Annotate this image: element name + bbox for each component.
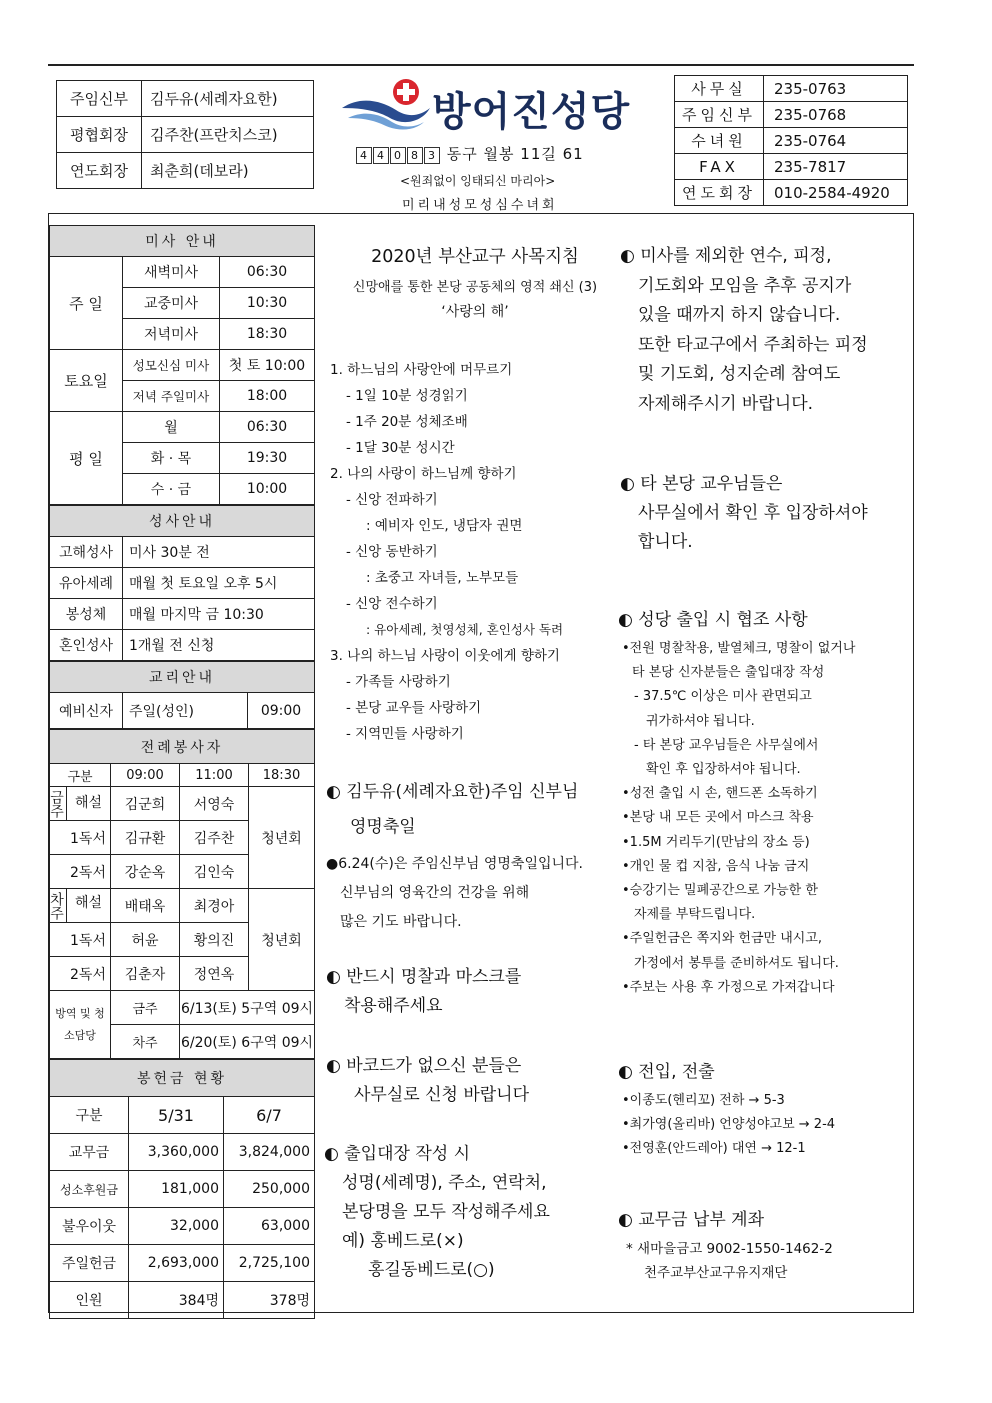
liturgy-table bbox=[49, 729, 315, 1059]
list-item: 1. 하느님의 사랑안에 머무르기 bbox=[330, 362, 513, 378]
contact-row: 연도회장 010-2584-4920 bbox=[675, 180, 908, 206]
feast-body: ●6.24(수)은 주임신부님 영명축일입니다. 신부님의 영육간의 건강을 위해 많은 기도 바랍니다. bbox=[326, 856, 583, 930]
mass-row: 평 일 월 06:30 bbox=[50, 412, 315, 443]
mass-row: 저녁 주일미사 18:00 bbox=[50, 381, 315, 412]
list-item: : 유아세례, 첫영성체, 혼인성사 독려 bbox=[366, 622, 564, 637]
list-item: 천주교부산교구유지재단 bbox=[644, 1265, 788, 1281]
mass-row: 화 · 목 19:30 bbox=[50, 443, 315, 474]
list-item: - 본당 교우들 사랑하기 bbox=[346, 700, 482, 716]
feast-title-2: 영명축일 bbox=[350, 817, 416, 837]
mass-row: 교중미사 10:30 bbox=[50, 288, 315, 319]
events-notice: ◐ 미사를 제외한 연수, 피정, 기도회와 모임을 추후 공지가 있을 때까지 하지 않습니다. 또한 타교구에서 주최하는 피정 및 기도회, 성지순례 참여도 자제해주시기 바랍니다. bbox=[620, 246, 868, 414]
sacrament-row: 고해성사 미사 30분 전 bbox=[50, 537, 315, 568]
list-item: - 지역민들 사랑하기 bbox=[346, 726, 464, 742]
offerings-row: 인원 384명 378명 bbox=[50, 1282, 315, 1319]
list-item: - 가족들 사랑하기 bbox=[346, 674, 451, 690]
mass-row: 수 · 금 10:00 bbox=[50, 474, 315, 505]
list-item: 확인 후 입장하셔야 됩니다. bbox=[646, 762, 801, 778]
clergy-row: 주임신부 김두유(세례자요한) bbox=[57, 81, 314, 117]
contact-row: 사무실 235-0763 bbox=[675, 76, 908, 102]
account-list bbox=[618, 1237, 912, 1285]
list-item: •개인 물 컵 지참, 음식 나눔 금지 bbox=[622, 858, 810, 874]
liturgy-row: 1독서 허윤 황의진 bbox=[50, 923, 315, 957]
church-address bbox=[356, 143, 584, 164]
liturgy-row: 2독서 김춘자 정연옥 bbox=[50, 957, 315, 991]
list-item: : 예비자 인도, 냉담자 권면 bbox=[366, 518, 523, 534]
visitor-notice: ◐ 타 본당 교우님들은 사무실에서 확인 후 입장하셔야 합니다. bbox=[620, 474, 868, 552]
liturgy-row: 1독서 김규환 김주찬 bbox=[50, 821, 315, 855]
mass-table bbox=[49, 225, 315, 505]
contact-row: 주임신부 235-0768 bbox=[675, 102, 908, 128]
left-column bbox=[49, 225, 315, 1319]
list-item: : 초중고 자녀들, 노부모들 bbox=[366, 570, 519, 586]
list-item: 2. 나의 사랑이 하느님께 향하기 bbox=[330, 466, 517, 482]
offerings-row: 교무금 3,360,000 3,824,000 bbox=[50, 1134, 315, 1171]
list-item: - 신앙 전파하기 bbox=[346, 492, 438, 508]
doctrine-row: 예비신자 주일(성인) 09:00 bbox=[50, 693, 315, 729]
sacraments-title: 성사안내 bbox=[50, 506, 315, 537]
list-item: •1.5M 거리두기(만남의 장소 등) bbox=[622, 834, 810, 850]
list-item: •승강기는 밀폐공간으로 가능한 한 bbox=[622, 883, 818, 899]
pastoral-title: 2020년 부산교구 사목지침 bbox=[371, 247, 579, 267]
list-item: - 1일 10분 성경읽기 bbox=[346, 388, 468, 404]
liturgy-row: 금주 해설 김군희 서영숙 청년회 bbox=[50, 787, 315, 821]
liturgy-header-row: 구분 09:00 11:00 18:30 bbox=[50, 764, 315, 787]
sacrament-row: 유아세례 매월 첫 토요일 오후 5시 bbox=[50, 568, 315, 599]
account-title: ◐ 교무금 납부 계좌 bbox=[618, 1210, 764, 1230]
list-item: 자제를 부탁드립니다. bbox=[634, 907, 756, 923]
list-item: - 타 본당 교우님들은 사무실에서 bbox=[634, 737, 819, 753]
barcode-notice: ◐ 바코드가 없으신 분들은 사무실로 신청 바랍니다 bbox=[326, 1056, 530, 1105]
transfer-title: ◐ 전입, 전출 bbox=[618, 1062, 715, 1082]
list-item: •최가영(올리바) 언양성야고보 → 2-4 bbox=[622, 1117, 836, 1132]
mass-row: 주 일 새벽미사 06:30 bbox=[50, 257, 315, 288]
pastoral-subtitle: 신망애를 통한 본당 공동체의 영적 쇄신 (3) bbox=[352, 280, 598, 295]
list-item: * 새마을금고 9002-1550-1462-2 bbox=[626, 1241, 833, 1257]
transfer-notice bbox=[618, 1058, 912, 1161]
transfer-list bbox=[618, 1089, 912, 1161]
offerings-row: 불우이웃 32,000 63,000 bbox=[50, 1208, 315, 1245]
list-item: •본당 내 모든 곳에서 마스크 착용 bbox=[622, 810, 814, 826]
feast-notice bbox=[326, 778, 616, 937]
mass-row: 토요일 성모신심 미사 첫 토 10:00 bbox=[50, 350, 315, 381]
clergy-row: 평협회장 김주찬(프란치스코) bbox=[57, 117, 314, 153]
liturgy-row: 2독서 강순옥 김인숙 bbox=[50, 855, 315, 889]
offerings-row: 주일헌금 2,693,000 2,725,100 bbox=[50, 1245, 315, 1282]
entry-list bbox=[618, 637, 912, 1000]
church-motto: <원죄없이 잉태되신 마리아> bbox=[400, 174, 556, 188]
sacrament-row: 혼인성사 1개월 전 신청 bbox=[50, 630, 315, 661]
street-address: 동구 월봉 11길 61 bbox=[446, 145, 584, 163]
mask-notice: ◐ 반드시 명찰과 마스크를 착용해주세요 bbox=[326, 967, 522, 1016]
list-item: 3. 나의 하느님 사랑이 이웃에게 향하기 bbox=[330, 648, 560, 664]
list-item: •전원 명찰착용, 발열체크, 명찰이 없거나 bbox=[622, 641, 856, 656]
list-item: •주보는 사용 후 가정으로 가져갑니다 bbox=[622, 979, 835, 995]
offerings-row: 성소후원금 181,000 250,000 bbox=[50, 1171, 315, 1208]
doctrine-table bbox=[49, 661, 315, 729]
register-notice: ◐ 출입대장 작성 시 성명(세례명), 주소, 연락처, 본당명을 모두 작성해주세요 예) 홍베드로(×) 홍길동베드로(○) bbox=[324, 1144, 550, 1280]
list-item: - 1달 30분 성시간 bbox=[346, 440, 455, 456]
church-name: 방어진성당 bbox=[432, 89, 631, 135]
list-item: •성전 출입 시 손, 핸드폰 소독하기 bbox=[622, 786, 818, 802]
list-item: - 1주 20분 성체조배 bbox=[346, 414, 468, 430]
cleaning-row: 차주 6/20(토) 6구역 09시 bbox=[50, 1025, 315, 1059]
list-item: 타 본당 신자분들은 출입대장 작성 bbox=[632, 665, 825, 681]
pastoral-section bbox=[330, 243, 620, 747]
pastoral-list bbox=[330, 357, 620, 747]
sacraments-table bbox=[49, 505, 315, 661]
offerings-title: 봉헌금 현황 bbox=[50, 1060, 315, 1097]
entry-title: ◐ 성당 출입 시 협조 사항 bbox=[618, 610, 808, 630]
clergy-table bbox=[56, 80, 314, 189]
zip-code: 4 4 0 8 3 bbox=[356, 145, 441, 163]
list-item: •전영훈(안드레아) 대연 → 12-1 bbox=[622, 1141, 806, 1156]
header-rule bbox=[48, 64, 914, 66]
liturgy-title: 전례봉사자 bbox=[50, 730, 315, 764]
liturgy-row: 차주 해설 배태옥 최경아 청년회 bbox=[50, 889, 315, 923]
pastoral-theme: ‘사랑의 해’ bbox=[441, 304, 509, 320]
contact-row: FAX 235-7817 bbox=[675, 154, 908, 180]
doctrine-title: 교리안내 bbox=[50, 662, 315, 693]
list-item: 귀가하셔야 됩니다. bbox=[646, 713, 755, 729]
list-item: •이종도(헨리꼬) 전하 → 5-3 bbox=[622, 1093, 785, 1108]
mass-row: 저녁미사 18:30 bbox=[50, 319, 315, 350]
account-notice bbox=[618, 1206, 912, 1285]
feast-title: ◐ 김두유(세례자요한)주임 신부님 bbox=[326, 782, 579, 802]
contact-table bbox=[674, 75, 908, 206]
church-logo-icon bbox=[340, 78, 432, 130]
sisters-congregation: 미리내성모성심수녀회 bbox=[402, 198, 558, 213]
list-item: - 37.5℃ 이상은 미사 관면되고 bbox=[634, 689, 812, 705]
offerings-header-row: 구분 5/31 6/7 bbox=[50, 1097, 315, 1134]
entry-notice bbox=[618, 606, 912, 1000]
list-item: - 신앙 동반하기 bbox=[346, 544, 438, 560]
cleaning-row: 방역 및 청소담당 금주 6/13(토) 5구역 09시 bbox=[50, 991, 315, 1025]
clergy-row: 연도회장 최춘희(데보라) bbox=[57, 153, 314, 189]
sacrament-row: 봉성체 매월 마지막 금 10:30 bbox=[50, 599, 315, 630]
list-item: •주일헌금은 쪽지와 헌금만 내시고, bbox=[622, 931, 823, 947]
mass-title: 미사 안내 bbox=[50, 226, 315, 257]
contact-row: 수녀원 235-0764 bbox=[675, 128, 908, 154]
list-item: 가정에서 봉투를 준비하셔도 됩니다. bbox=[634, 955, 839, 971]
offerings-table bbox=[49, 1059, 315, 1319]
list-item: - 신앙 전수하기 bbox=[346, 596, 438, 612]
